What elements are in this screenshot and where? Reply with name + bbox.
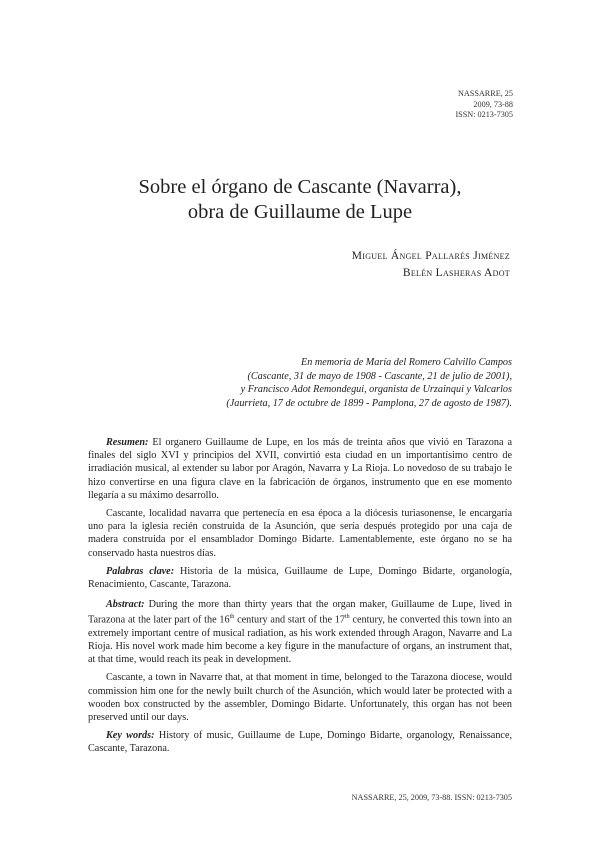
ordinal-superscript-1: th: [229, 614, 235, 621]
abstract-paragraph-1: [88, 598, 512, 666]
title-line-2: obra de Guillaume de Lupe: [187, 201, 413, 223]
resumen-section: [88, 436, 512, 596]
resumen-text-1: El organero Guillaume de Lupe, en los más de treinta años que vivió en Tarazona a finales del siglo XVI y principios del XVII, convirtió esta ciudad en un importantísimo centro de irradiación musical, al extender su labor por Aragón, Navarra y La Rioja. Lo novedoso de su trabajo le hizo convertirse en una figura clave en la fabricación de órganos, instrumento que en ese momento llegaría a su máximo desarrollo.: [88, 437, 512, 501]
abstract-text-1c: century, he converted this town into an extremely important centre of musical radiation, as his work extended through Aragon, Navarre and La Rioja. His novel work made him become a key figure in the manufacture of organs, an instrument that, at that time, would reach its peak in development.: [88, 614, 512, 666]
palabras-clave-label: Palabras clave:: [106, 565, 175, 577]
article-title: [0, 175, 600, 225]
dedication-line-3: y Francisco Adot Remondegui, organista de Urzainqui y Valcarlos: [240, 384, 512, 396]
resumen-paragraph-2: Cascante, localidad navarra que pertenecía en esa época a la diócesis turiasonense, le encargaría uno para la iglesia recién construida de la Asunción, que sería después protegido por una caja de madera construida por el ensamblador Domingo Bidarte. Lamentablemente, este órgano no se ha conservado hasta nuestros días.: [88, 508, 512, 559]
journal-issn: ISSN: 0213-7305: [455, 110, 513, 119]
key-words: [88, 729, 512, 755]
dedication-line-1: En memoria de María del Romero Calvillo Campos: [301, 357, 512, 368]
abstract-paragraph-2: Cascante, a town in Navarre that, at that moment in time, belonged to the Tarazona diocese, would commission him one for the newly built church of the Asunción, which would later be protected with a wooden box constructed by the assembler, Domingo Bidarte. Unfortunately, this organ has not been preserved until our days.: [88, 672, 512, 724]
dedication-line-2: (Cascante, 31 de mayo de 1908 - Cascante, 21 de julio de 2001),: [247, 370, 512, 382]
palabras-clave-text: Historia de la música, Guillaume de Lupe, Domingo Bidarte, organología, Renacimiento, Cascante, Tarazona.: [88, 565, 512, 591]
ordinal-superscript-2: th: [344, 614, 350, 621]
journal-reference: [455, 89, 513, 121]
abstract-text-1a: During the more than thirty years that the organ maker, Guillaume de Lupe, lived in Tarazona at the later part of the 16: [88, 599, 513, 626]
abstract-label: Abstract:: [106, 599, 145, 610]
dedication: [226, 356, 512, 410]
journal-name: NASSARRE, 25: [457, 89, 513, 98]
page-footer: NASSARRE, 25, 2009, 73-88. ISSN: 0213-7305: [351, 793, 512, 802]
authors: [352, 248, 510, 282]
dedication-line-4: (Jaurrieta, 17 de octubre de 1899 - Pamplona, 27 de agosto de 1987).: [226, 397, 512, 409]
key-words-text: History of music, Guillaume de Lupe, Domingo Bidarte, organology, Renaissance, Cascante, Tarazona.: [88, 730, 513, 755]
title-line-1: Sobre el órgano de Cascante (Navarra),: [138, 176, 462, 198]
author-2: Belén Lasheras Adot: [402, 267, 510, 279]
key-words-label: Key words:: [106, 730, 155, 742]
abstract-section: [88, 598, 512, 761]
resumen-label: Resumen:: [106, 437, 149, 448]
abstract-text-1b: century and start of the 17: [234, 614, 345, 626]
journal-year-pages: 2009, 73-88: [473, 99, 513, 109]
resumen-paragraph-1: [88, 436, 512, 502]
palabras-clave: [88, 565, 512, 591]
author-1: Miguel Ángel Pallarés Jiménez: [351, 250, 510, 262]
